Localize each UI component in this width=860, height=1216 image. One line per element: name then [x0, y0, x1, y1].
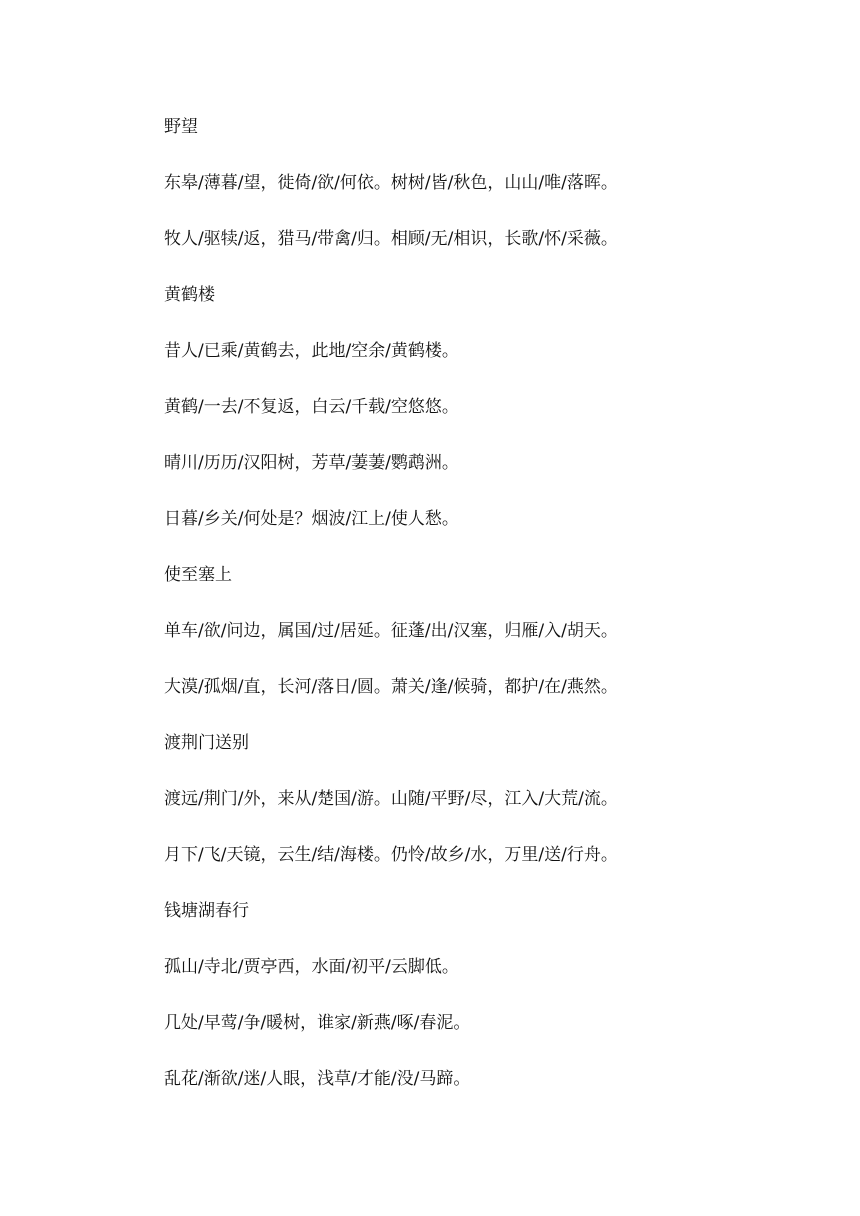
poem-line: 晴川/历历/汉阳树，芳草/萋萋/鹦鹉洲。	[164, 453, 459, 473]
poem-line: 黄鹤/一去/不复返，白云/千载/空悠悠。	[164, 397, 459, 417]
poem-line: 几处/早莺/争/暖树，谁家/新燕/啄/春泥。	[164, 1013, 471, 1033]
poem-line: 月下/飞/天镜，云生/结/海楼。仍怜/故乡/水，万里/送/行舟。	[164, 845, 618, 865]
poem-line: 单车/欲/问边，属国/过/居延。征蓬/出/汉塞，归雁/入/胡天。	[164, 621, 618, 641]
poem-title-shizhisaishang: 使至塞上	[164, 565, 232, 585]
poem-line: 日暮/乡关/何处是？烟波/江上/使人愁。	[164, 509, 459, 529]
poem-line: 乱花/渐欲/迷/人眼，浅草/才能/没/马蹄。	[164, 1069, 471, 1089]
poem-line: 牧人/驱犊/返，猎马/带禽/归。相顾/无/相识，长歌/怀/采薇。	[164, 229, 618, 249]
poem-line: 大漠/孤烟/直，长河/落日/圆。萧关/逢/候骑，都护/在/燕然。	[164, 677, 618, 697]
poem-title-dujingmensongbie: 渡荆门送别	[164, 733, 249, 753]
poem-line: 渡远/荆门/外，来从/楚国/游。山随/平野/尽，江入/大荒/流。	[164, 789, 618, 809]
poem-text-block	[164, 116, 784, 1124]
poem-line: 东皋/薄暮/望，徙倚/欲/何依。树树/皆/秋色，山山/唯/落晖。	[164, 173, 618, 193]
poem-title-huanghelou: 黄鹤楼	[164, 285, 215, 305]
poem-title-qiantanghuchunxing: 钱塘湖春行	[164, 901, 249, 921]
poem-title-yewang: 野望	[164, 117, 198, 137]
poem-line: 昔人/已乘/黄鹤去，此地/空余/黄鹤楼。	[164, 341, 459, 361]
poem-line: 孤山/寺北/贾亭西，水面/初平/云脚低。	[164, 957, 459, 977]
